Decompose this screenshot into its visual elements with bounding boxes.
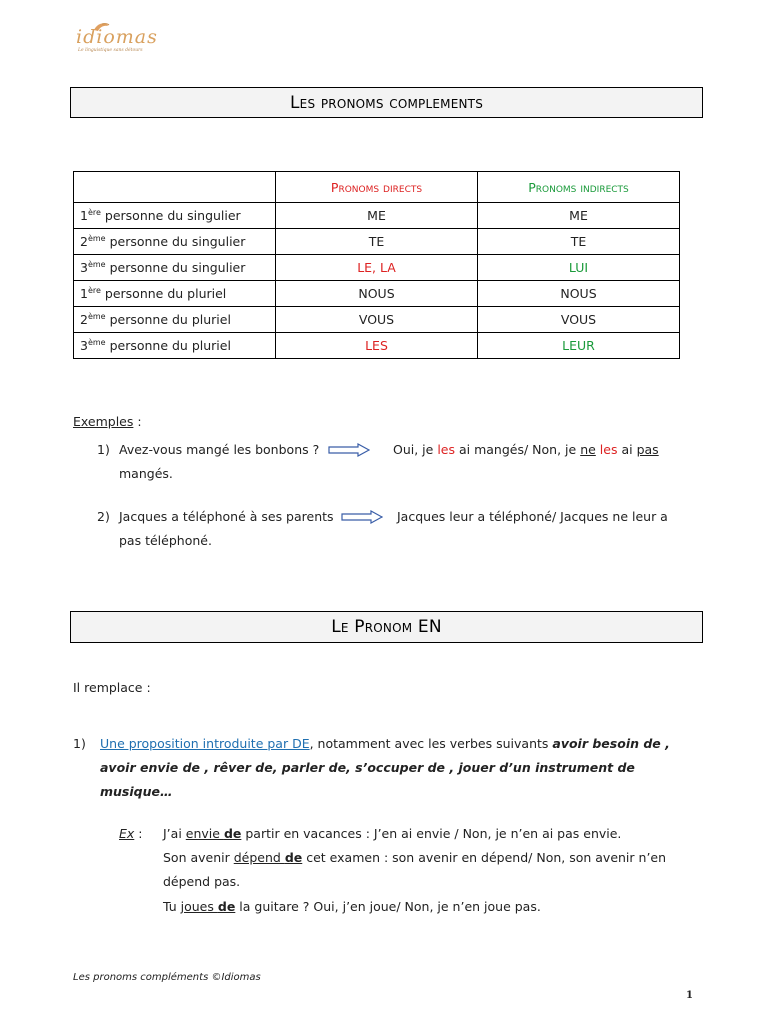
person-ordinal-suffix: ème [87,311,106,321]
ex-verb: joues [180,899,218,914]
table-row [74,203,680,229]
person-ordinal: 3 [80,260,88,276]
ex-verb: dépend [233,850,285,865]
en-item-1-line-3: musique… [100,784,173,799]
direct-pronoun-cell: VOUS [276,307,478,333]
indirect-pronoun-cell: LUI [478,255,680,281]
table-row [74,333,680,359]
example-2-answer: Jacques leur a téléphoné/ Jacques ne leur a [397,509,668,524]
example-1-number: 1) [97,442,110,457]
person-cell [74,203,276,229]
answer-pas: pas [636,442,659,457]
section-title-text: Le Pronom EN [331,617,442,637]
en-item-1-line-2: avoir envie de , rêver de, parler de, s’occuper de , jouer d’un instrument de [100,760,635,775]
direct-pronoun-cell: LES [276,333,478,359]
en-intro: Il remplace : [73,680,151,695]
direct-pronoun-cell: TE [276,229,478,255]
page-footer: Les pronoms compléments ©Idiomas [73,972,261,983]
table-row [74,281,680,307]
table-header-row [74,172,680,203]
section-title-text: Les pronoms complements [289,92,484,113]
ex-line-4 [163,895,541,919]
ex-line-2 [163,846,666,870]
table-row [74,229,680,255]
ex-verb: envie [185,826,224,841]
header-direct-label: Pronoms directs [330,179,423,195]
person-label: personne du pluriel [100,286,227,302]
answer-pronoun-les: les [437,442,456,457]
answer-pronoun-les-2: les [599,442,618,457]
person-ordinal-suffix: ème [87,233,106,243]
indirect-pronoun-cell: NOUS [478,281,680,307]
person-label: personne du pluriel [105,312,231,328]
table-header-indirect [478,172,680,203]
ex-part: Son avenir [163,850,234,865]
answer-part: Oui, je [393,442,438,457]
person-cell [74,307,276,333]
pronoms-table [73,171,680,359]
proposition-de-link[interactable]: Une proposition introduite par DE [100,736,310,751]
example-2-continuation: pas téléphoné. [119,533,212,548]
arrow-right-icon [341,510,383,524]
logo-wordmark: idiomas [76,26,158,48]
answer-ne: ne [580,442,596,457]
en-item-1-line-1 [100,732,670,756]
person-cell [74,333,276,359]
examples-heading [73,410,142,434]
person-ordinal-suffix: ère [87,207,101,217]
ex-label [119,822,142,846]
answer-part: ai [617,442,637,457]
person-ordinal-suffix: ème [87,337,106,347]
example-2-question: Jacques a téléphoné à ses parents [119,509,334,524]
section-title-pronoms [70,87,703,118]
person-ordinal: 3 [80,338,88,354]
ex-line-1 [163,822,621,846]
examples-label: Exemples [73,414,134,429]
person-label: personne du singulier [100,208,241,224]
table-header-cell [74,172,276,203]
example-2-number: 2) [97,509,110,524]
ex-part: cet examen : son avenir en dépend/ Non, son avenir n’en [302,850,667,865]
answer-part: ai mangés/ Non, je [455,442,581,457]
person-label: personne du singulier [105,234,246,250]
person-ordinal: 2 [80,312,88,328]
person-ordinal-suffix: ère [87,285,101,295]
example-1-continuation: mangés. [119,466,173,481]
verb-list-bold: avoir besoin de , [552,736,670,751]
person-ordinal: 1 [80,208,88,224]
indirect-pronoun-cell: ME [478,203,680,229]
person-ordinal: 1 [80,286,88,302]
ex-part: la guitare ? Oui, j’en joue/ Non, je n’en joue pas. [235,899,541,914]
arrow-right-icon [328,443,370,457]
header-indirect-label: Pronoms indirects [528,179,629,195]
ex-colon: : [134,826,143,841]
person-cell [74,229,276,255]
person-ordinal-suffix: ème [87,259,106,269]
ex-label-text: Ex [119,826,135,841]
item-text: , notamment avec les verbes suivants [309,736,553,751]
person-ordinal: 2 [80,234,88,250]
page-number: 1 [686,990,693,1001]
example-1-question: Avez-vous mangé les bonbons ? [119,442,320,457]
example-1-answer [393,438,659,462]
ex-de: de [284,850,303,865]
person-label: personne du pluriel [105,338,231,354]
ex-de: de [223,826,242,841]
ex-part: J’ai [163,826,186,841]
person-cell [74,255,276,281]
en-item-1-number: 1) [73,736,86,751]
ex-part: Tu [163,899,181,914]
indirect-pronoun-cell: TE [478,229,680,255]
table-header-direct [276,172,478,203]
table-row [74,255,680,281]
direct-pronoun-cell: ME [276,203,478,229]
idiomas-logo [72,20,182,56]
ex-line-3: dépend pas. [163,874,241,889]
indirect-pronoun-cell: VOUS [478,307,680,333]
indirect-pronoun-cell: LEUR [478,333,680,359]
person-cell [74,281,276,307]
ex-de: de [217,899,236,914]
ex-part: partir en vacances : J’en ai envie / Non, je n’en ai pas envie. [241,826,622,841]
direct-pronoun-cell: LE, LA [276,255,478,281]
direct-pronoun-cell: NOUS [276,281,478,307]
table-row [74,307,680,333]
person-label: personne du singulier [105,260,246,276]
examples-colon: : [133,414,142,429]
logo-tagline: Le linguistique sans détours [78,48,143,53]
section-title-en [70,611,703,643]
